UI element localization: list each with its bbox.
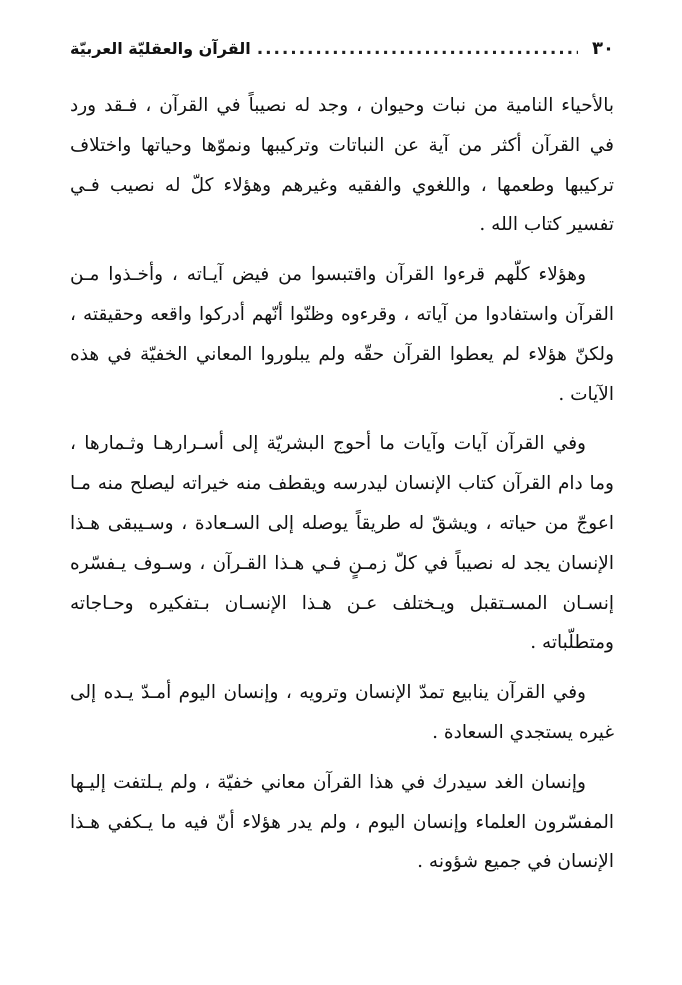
running-header <box>70 34 614 64</box>
book-title: القرآن والعقليّة العربيّة <box>70 39 251 58</box>
paragraph: وإنسان الغد سيدرك في هذا القرآن معاني خفيّة ، ولم يـلتفت إليـها المفسّرون العلماء وإنسان اليوم ، ولم يدر هؤلاء أنّ فيه ما يـكفي هـذا الإنسان في جميع شؤونه . <box>70 771 614 873</box>
text-body <box>70 86 614 882</box>
paragraph-continuation: بالأحياء النامية من نبات وحيوان ، وجد له نصيباً في القرآن ، فـقد ورد في القرآن أكثر من آية عن النباتات وتركيبها ونموّها وحياتها واختلاف تركيبها وطعمها ، واللغوي والفقيه وغيرهم وهؤلاء كلّ له نصيب فـي تفسير كتاب الله . <box>70 95 614 236</box>
paragraph: وفي القرآن ينابيع تمدّ الإنسان وترويه ، وإنسان اليوم أمـدّ يـده إلى غيره يستجدي السعادة . <box>70 682 614 743</box>
header-dot-leader <box>257 34 578 64</box>
paragraph: وهؤلاء كلّهم قرءوا القرآن واقتبسوا من فيض آيـاته ، وأخـذوا مـن القرآن واستفادوا من آياته ، وقرءوه وظنّوا أنّهم أدركوا واقعه وحقيقته ، ولكنّ هؤلاء لم يعطوا القرآن حقّه ولم يبلوروا المعاني الخفيّة في هذه الآيات . <box>70 264 614 405</box>
page-number: ٣٠ <box>592 38 614 59</box>
paragraph: وفي القرآن آيات وآيات ما أحوج البشريّة إلى أسـرارهـا وثـمارها ، وما دام القرآن كتاب الإنسان ليدرسه ويقطف منه خيراته ليصلح منه مـا اعوجّ من حياته ، ويشقّ له طريقاً يوصله إلى السـعادة ، وسـيبقى هـذا الإنسان يجد له نصيباً في كلّ زمـنٍ فـي هـذا القـرآن ، وسـوف يـفسّره إنسـان المسـتقبل ويـختلف عـن هـذا الإنسـان بـتفكيره وحـاجاته ومتطلّباته . <box>70 433 614 654</box>
